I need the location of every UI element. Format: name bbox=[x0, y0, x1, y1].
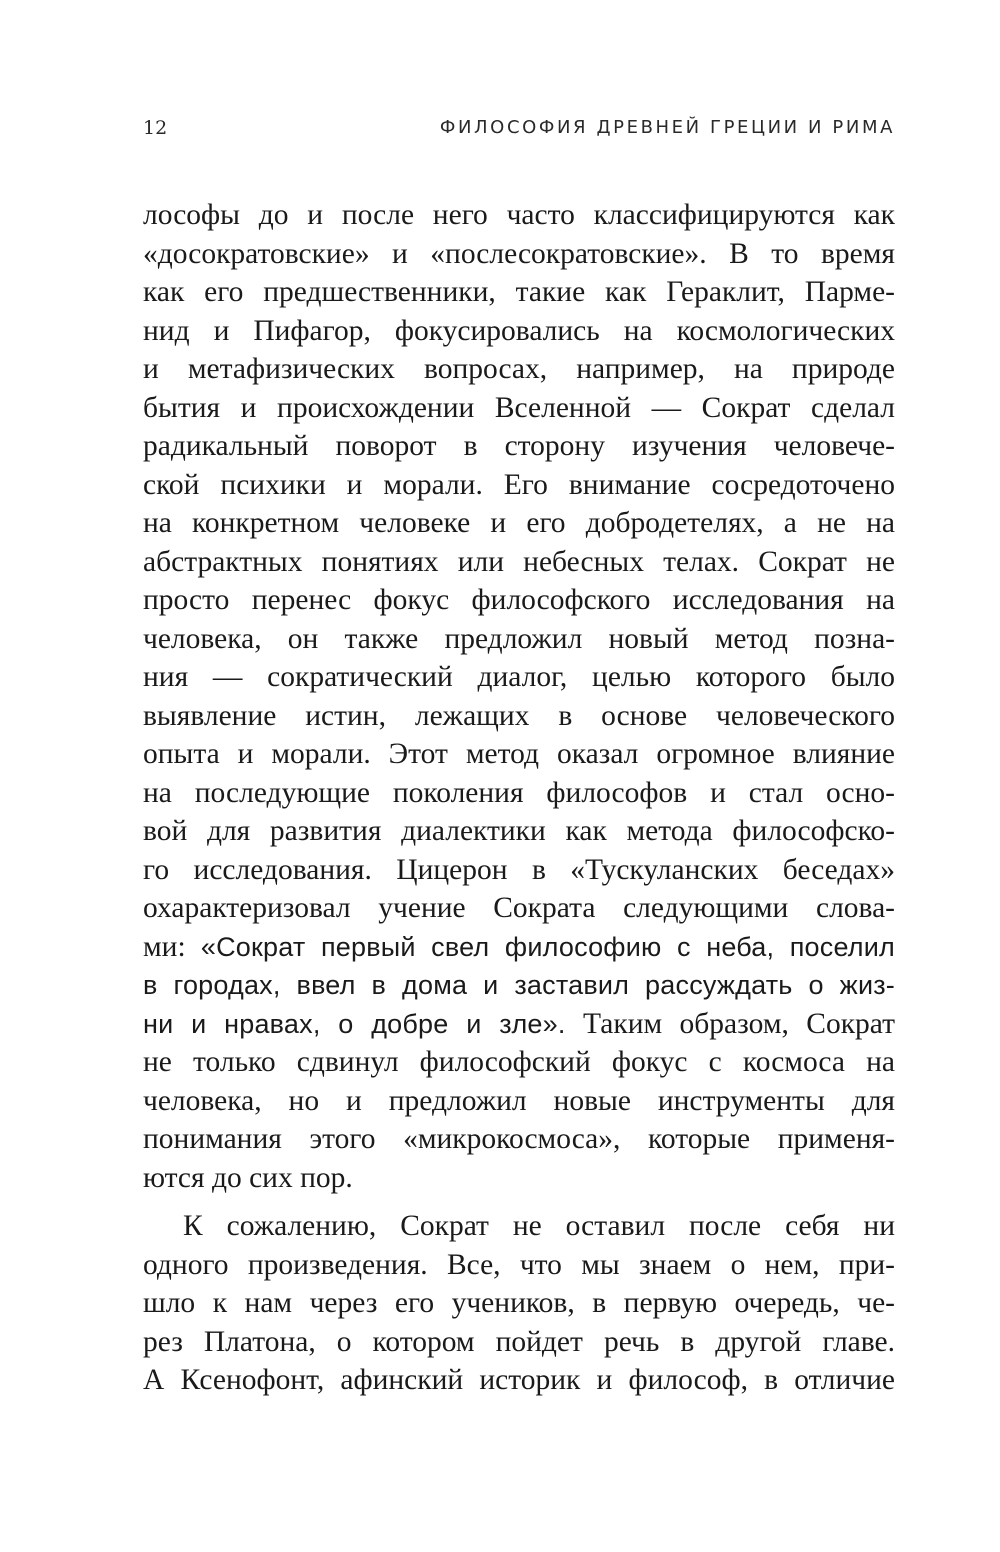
text-line: человека, но и предложил новые инструменты для bbox=[143, 1084, 895, 1117]
paragraph-gap bbox=[143, 1197, 895, 1207]
text-line: ния — сократический диалог, целью которого было bbox=[143, 661, 895, 693]
text-line-with-quote bbox=[143, 966, 895, 1005]
cicero-quote: ни и нравах, о добре и зле». bbox=[143, 1008, 566, 1039]
text-line: человека, он также предложил новый метод позна- bbox=[143, 622, 895, 655]
text-line: К сожалению, Сократ не оставил после себя ни bbox=[183, 1210, 895, 1242]
paragraph-2 bbox=[143, 1207, 895, 1400]
body-text bbox=[143, 196, 895, 1400]
text-line: абстрактных понятиях или небесных телах. Сократ не bbox=[143, 545, 895, 578]
text-line: ются до сих пор. bbox=[143, 1161, 353, 1194]
cicero-quote: в городах, ввел в дома и заставил рассуждать о жиз- bbox=[143, 970, 895, 1000]
text-line: бытия и происхождении Вселенной — Сократ сделал bbox=[143, 391, 895, 424]
text-line: рез Платона, о котором пойдет речь в другой главе. bbox=[143, 1325, 895, 1358]
text-line: шло к нам через его учеников, в первую очередь, че- bbox=[143, 1287, 895, 1319]
text-line: на конкретном человеке и его добродетелях, а не на bbox=[143, 507, 895, 539]
text-line: опыта и морали. Этот метод оказал огромное влияние bbox=[143, 738, 895, 770]
text-line-with-quote bbox=[143, 928, 895, 967]
text-line: и метафизических вопросах, например, на природе bbox=[143, 353, 895, 385]
line-text: ми: bbox=[143, 930, 201, 963]
text-line: радикальный поворот в сторону изучения человече- bbox=[143, 430, 895, 462]
text-line-with-quote bbox=[143, 1005, 895, 1044]
page-number: 12 bbox=[143, 117, 168, 139]
text-line: на последующие поколения философов и стал осно- bbox=[143, 776, 895, 809]
text-line: как его предшественники, такие как Гераклит, Парме- bbox=[143, 276, 895, 308]
text-line: просто перенес фокус философского исследования на bbox=[143, 584, 895, 616]
text-line: понимания этого «микрокосмоса», которые применя- bbox=[143, 1123, 895, 1155]
text-line: ской психики и морали. Его внимание сосредоточено bbox=[143, 468, 895, 501]
book-title: ФИЛОСОФИЯ ДРЕВНЕЙ ГРЕЦИИ И РИМА bbox=[439, 117, 895, 138]
text-line: А Ксенофонт, афинский историк и философ, в отличие bbox=[143, 1364, 895, 1396]
text-line: лософы до и после него часто классифицируются как bbox=[143, 199, 895, 231]
text-line: вой для развития диалектики как метода философско- bbox=[143, 815, 895, 847]
paragraph-1 bbox=[143, 196, 895, 1197]
text-line: «досократовские» и «послесократовские». В то время bbox=[143, 237, 895, 270]
text-line: охарактеризовал учение Сократа следующими слова- bbox=[143, 892, 895, 924]
line-text: Таким образом, Сократ bbox=[565, 1007, 895, 1040]
text-line: выявление истин, лежащих в основе человеческого bbox=[143, 699, 895, 732]
text-line: одного произведения. Все, что мы знаем о нем, при- bbox=[143, 1248, 895, 1281]
text-line: нид и Пифагор, фокусировались на космологических bbox=[143, 314, 895, 347]
text-line: не только сдвинул философский фокус с космоса на bbox=[143, 1046, 895, 1078]
text-line: го исследования. Цицерон в «Тускуланских беседах» bbox=[143, 853, 895, 886]
running-head bbox=[143, 112, 895, 144]
cicero-quote: «Сократ первый свел философию с неба, поселил bbox=[200, 931, 895, 962]
